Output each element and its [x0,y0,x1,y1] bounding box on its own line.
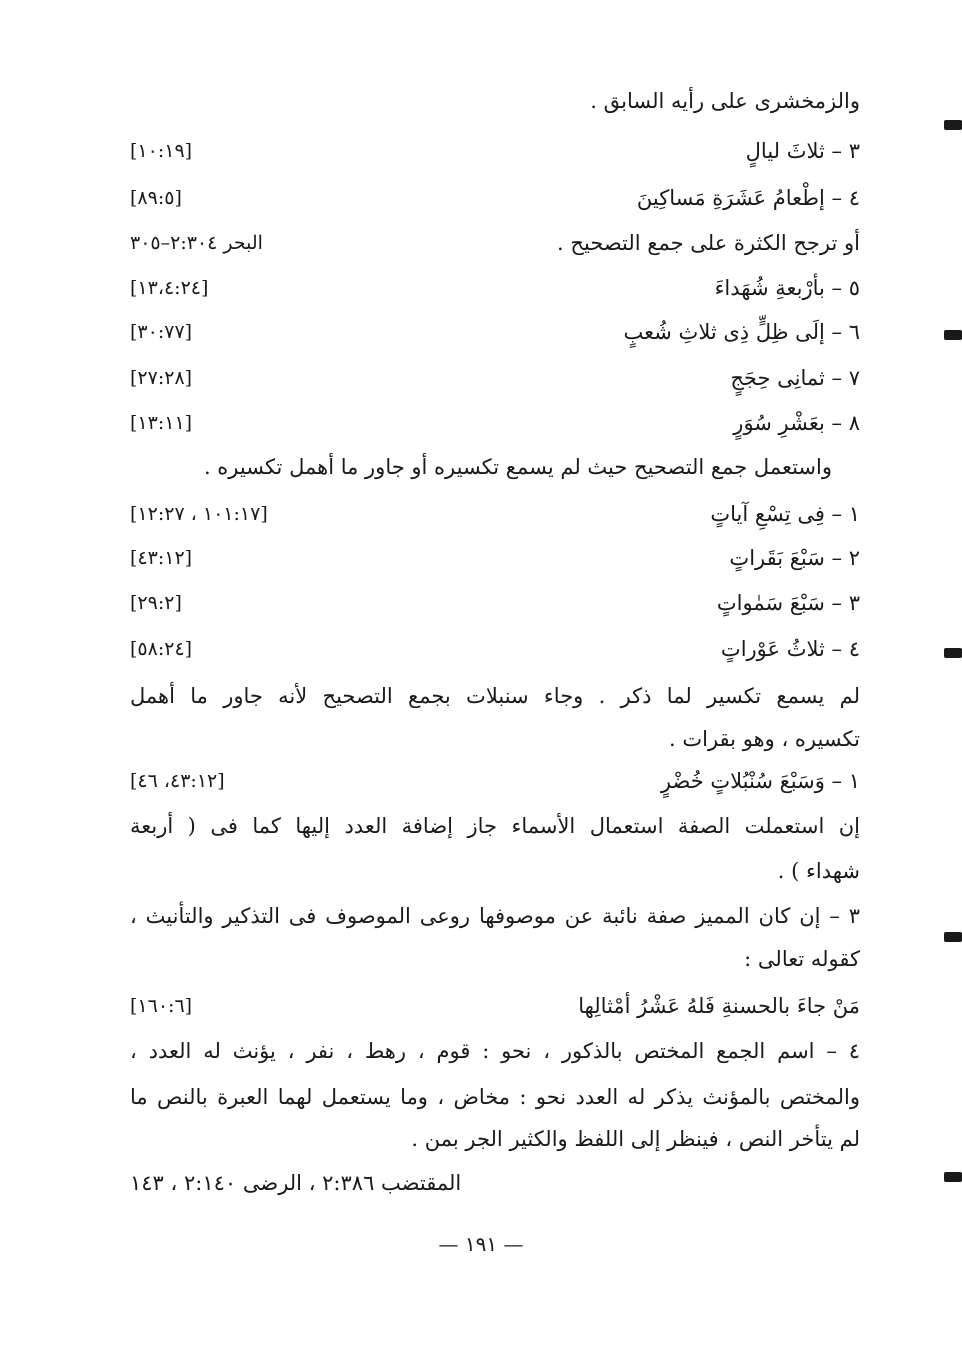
citation-ref: [١٠:١٩] [130,140,193,162]
list-entry [130,357,860,399]
list-entry [130,130,860,172]
entry-text: ٢ – سَبْعَ بَقَراتٍ [729,546,860,570]
scan-edge-mark [944,932,962,942]
entry-text: ١ – وَسَبْعَ سُنْبُلاتٍ خُضْرٍ [660,769,860,793]
line-text: لم يتأخر النص ، فينظر إلى اللفظ والكثير الجر بمن . [411,1127,860,1151]
list-entry [130,493,860,535]
text-line [130,850,860,892]
entry-text: ٦ – إلَى ظِلٍّ ذِى ثلاثِ شُعبٍ [623,320,860,344]
text-line [130,675,860,717]
entry-text: ٣ – سَبْعَ سَمٰواتٍ [716,591,860,615]
scan-edge-mark [944,648,962,658]
entry-text: ٤ – إطْعامُ عَشَرَةِ مَساكِينَ [636,186,860,210]
citation-ref: [٥٨:٢٤] [130,638,193,660]
page-number: — ١٩١ — [438,1232,524,1256]
text-line [130,938,860,980]
quote-entry [130,985,860,1027]
text-line [130,80,860,122]
line-text: واستعمل جمع التصحيح حيث لم يسمع تكسيره أو جاور ما أهمل تكسيره . [203,455,832,479]
citation-ref: [٣٠:٧٧] [130,321,193,343]
line-text: تكسيره ، وهو بقرات . [669,727,860,751]
list-entry [130,402,860,444]
citation-ref: [٤٣:١٢] [130,547,193,569]
text-line [130,895,860,937]
entry-text: ٧ – ثمانِى حِجَجٍ [730,366,860,390]
source-line [130,1162,860,1204]
list-entry [130,311,860,353]
line-text: أو ترجح الكثرة على جمع التصحيح . [557,231,860,255]
list-entry [130,267,860,309]
entry-text: ٥ – بأرْبعةِ شُهَداءَ [714,276,860,300]
entry-text: ٨ – بعَشْرِ سُوَرٍ [733,411,860,435]
citation-ref: [٨٩:٥] [130,187,182,209]
citation-ref: [٢٩:٢] [130,592,182,614]
list-entry [130,537,860,579]
citation-ref: [٢٧:٢٨] [130,367,193,389]
text-line [130,222,860,264]
line-text: والمختص بالمؤنث يذكر له العدد نحو : مخاض ، وما يستعمل لهما العبرة بالنص ما [130,1085,860,1109]
scan-edge-mark [944,1172,962,1182]
text-line [130,805,860,847]
text-line [130,1076,860,1118]
entry-text: ٤ – ثلاثُ عَوْراتٍ [720,637,860,661]
list-entry [130,177,860,219]
citation-ref: [١٠١:١٧ ، ١٢:٢٧] [130,503,268,525]
text-line [130,1118,860,1160]
list-entry [130,628,860,670]
text-line [130,718,860,760]
entry-text: ١ – فِى تِسْعِ آياتٍ [710,502,860,526]
line-text: لم يسمع تكسير لما ذكر . وجاء سنبلات بجمع التصحيح لأنه جاور ما أهمل [130,684,860,708]
source-ref: البحر ٢:٣٠٤–٣٠٥ [130,232,263,254]
citation-ref: [١٦٠:٦] [130,995,193,1017]
line-text: والزمخشرى على رأيه السابق . [590,89,860,113]
line-text: إن استعملت الصفة استعمال الأسماء جاز إضافة العدد إليها كما فى ( أربعة [130,814,860,838]
citation-ref: [١٣:١١] [130,412,193,434]
text-line [130,446,860,488]
text-line [130,1030,860,1072]
entry-text: ٣ – ثلاثَ ليالٍ [745,139,860,163]
line-text: كقوله تعالى : [744,947,860,971]
source-ref: المقتضب ٢:٣٨٦ ، الرضى ٢:١٤٠ ، ١٤٣ [130,1171,462,1195]
line-text: ٤ – اسم الجمع المختص بالذكور ، نحو : قوم ، رهط ، نفر ، يؤنث له العدد ، [130,1039,860,1063]
scan-edge-mark [944,120,962,130]
list-entry [130,582,860,624]
scan-edge-mark [944,330,962,340]
citation-ref: [١٣،٤:٢٤] [130,277,209,299]
citation-ref: [٤٣:١٢، ٤٦] [130,770,225,792]
line-text: ٣ – إن كان المميز صفة نائبة عن موصوفها روعى الموصوف فى التذكير والتأنيث ، [130,904,860,928]
line-text: شهداء ) . [777,859,860,883]
entry-text: مَنْ جاءَ بالحسنةِ فَلهُ عَشْرُ أمْثالِها [578,994,860,1018]
list-entry [130,760,860,802]
